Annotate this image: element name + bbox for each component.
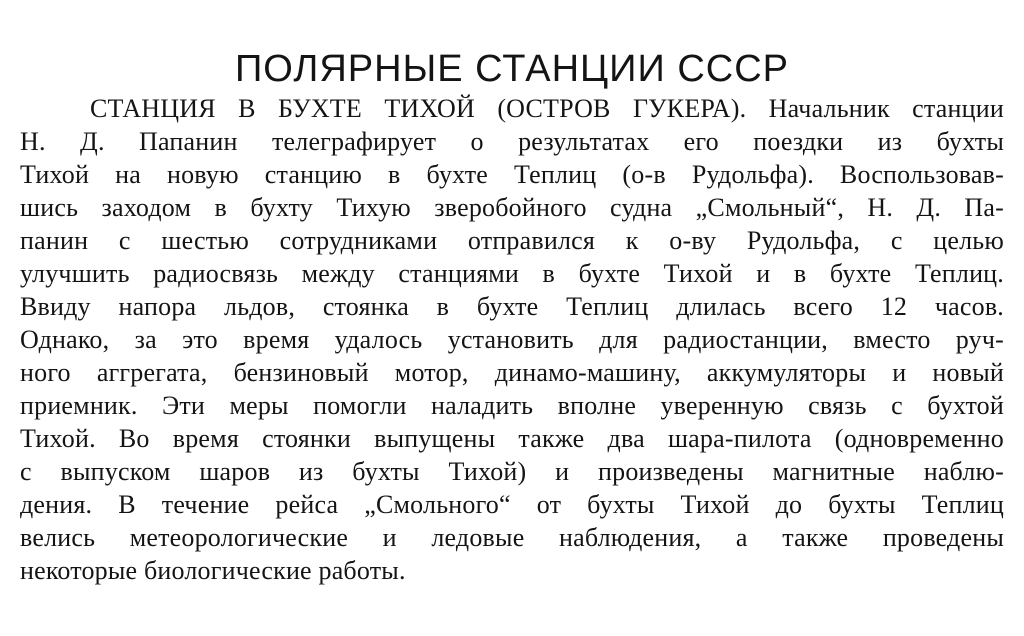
text-line-15: некоторые биологические работы. (20, 556, 406, 585)
text-line-8: Однако, за это время удалось установить для радиостанции, вместо руч- (20, 325, 1004, 354)
text-line-5: панин с шестью сотрудниками отправился к о-ву Рудольфа, с целью (20, 226, 1004, 255)
text-line-9: ного аггрегата, бензиновый мотор, динамо-машину, аккумуляторы и новый (20, 358, 1004, 387)
text-line-14: велись метеорологические и ледовые наблюдения, а также проведены (20, 523, 1004, 552)
text-line-3: Тихой на новую станцию в бухте Теплиц (о-в Рудольфа). Воспользовав- (20, 160, 1004, 189)
text-line-6: улучшить радиосвязь между станциями в бухте Тихой и в бухте Теплиц. (20, 259, 1004, 288)
text-line-10: приемник. Эти меры помогли наладить вполне уверенную связь с бухтой (20, 391, 1004, 420)
text-line-12: с выпуском шаров из бухты Тихой) и произведены магнитные наблю- (20, 457, 1004, 486)
text-line-4: шись заходом в бухту Тихую зверобойного судна „Смольный“, Н. Д. Па- (20, 193, 1004, 222)
text-line-1: СТАНЦИЯ В БУХТЕ ТИХОЙ (ОСТРОВ ГУКЕРА). Начальник станции (90, 94, 1004, 123)
text-line-2: Н. Д. Папанин телеграфирует о результатах его поездки из бухты (20, 127, 1004, 156)
text-line-11: Тихой. Во время стоянки выпущены также два шара-пилота (одновременно (20, 424, 1004, 453)
text-line-7: Ввиду напора льдов, стоянка в бухте Теплиц длилась всего 12 часов. (20, 292, 1004, 321)
page-title: ПОЛЯРНЫЕ СТАНЦИИ СССР (234, 48, 790, 91)
text-line-13: дения. В течение рейса „Смольного“ от бухты Тихой до бухты Теплиц (20, 490, 1004, 519)
